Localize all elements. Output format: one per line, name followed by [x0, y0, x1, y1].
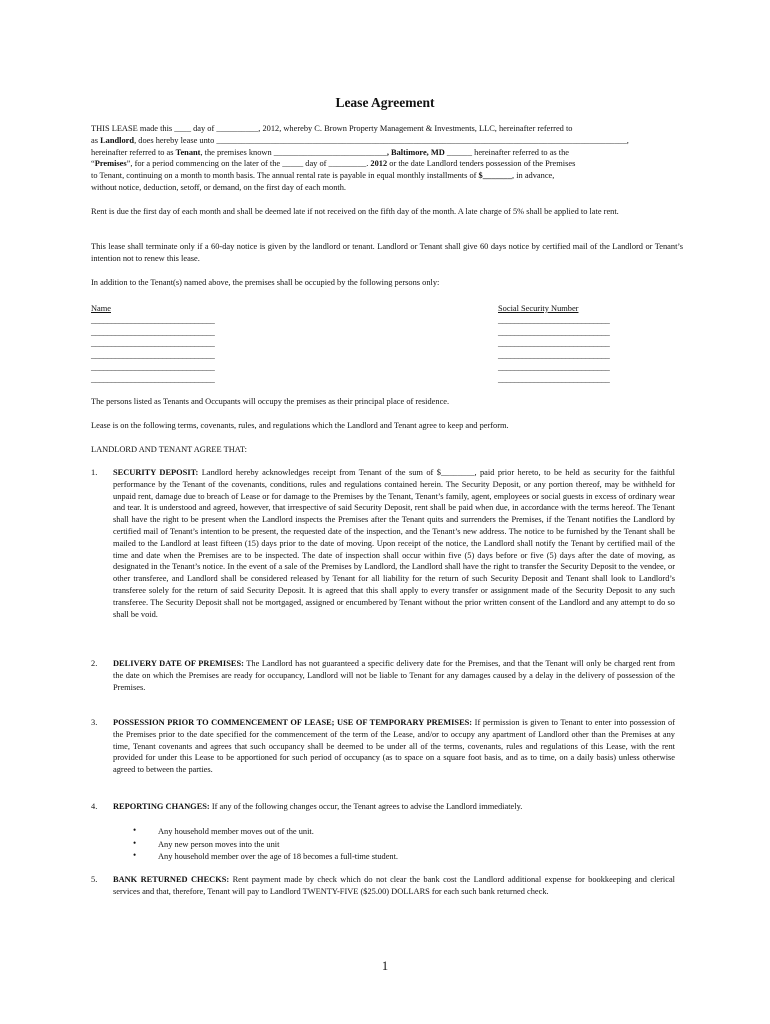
- name-column: [91, 303, 215, 386]
- rent-paragraph: Rent is due the first day of each month and shall be deemed late if not received on the fifth day of the month. A late charge of 5% shall be applied to late rent.: [91, 207, 619, 216]
- ssn-line[interactable]: ____________________________: [498, 315, 610, 325]
- intro-line-1: [91, 123, 683, 135]
- bullet-icon: •: [133, 850, 137, 861]
- section-heading: REPORTING CHANGES:: [113, 802, 210, 811]
- section-security-deposit: [113, 467, 675, 620]
- name-line[interactable]: _______________________________: [91, 315, 215, 325]
- residence-paragraph: The persons listed as Tenants and Occupants will occupy the premises as their principal place of residence.: [91, 397, 450, 406]
- ssn-line[interactable]: ____________________________: [498, 351, 610, 361]
- page-number: 1: [381, 959, 389, 973]
- section-number: 4.: [91, 802, 98, 811]
- occupants-intro: In addition to the Tenant(s) named above, the premises shall be occupied by the following persons only:: [91, 278, 440, 287]
- landlord-term: Landlord: [100, 135, 135, 145]
- terms-paragraph: Lease is on the following terms, covenants, rules, and regulations which the Landlord and Tenant agree to keep and perform.: [91, 421, 509, 430]
- intro-line-6-text: without notice, deduction, setoff, or demand, on the first day of each month.: [91, 182, 346, 192]
- intro-line-4: [91, 158, 683, 170]
- agree-heading: LANDLORD AND TENANT AGREE THAT:: [91, 445, 247, 454]
- bullet-text: Any new person moves into the unit: [158, 839, 280, 849]
- intro-line-6: [91, 182, 683, 194]
- intro-line-2-a: as: [91, 135, 101, 145]
- intro-line-3-a: hereinafter referred to as: [91, 147, 176, 157]
- ssn-line[interactable]: ____________________________: [498, 362, 610, 372]
- bullet-text: Any household member moves out of the unit.: [158, 827, 314, 836]
- name-line[interactable]: _______________________________: [91, 374, 215, 384]
- ssn-line[interactable]: ____________________________: [498, 327, 610, 337]
- section-delivery-date: [113, 658, 675, 693]
- intro-line-3: [91, 147, 683, 159]
- intro-line-5: [91, 170, 683, 182]
- bullet-icon: •: [133, 825, 137, 835]
- bullet-icon: •: [133, 837, 137, 848]
- intro-line-2: [91, 135, 683, 147]
- section-text: If permission is given to Tenant to enter into possession of the Premises prior to the date specified for the commencement of the term of the Lease, and/or to occupy any apartment of Landlord other than the Premises at any time, Tenant covenants and agrees that such occupancy shall be deemed to be under all of the terms, covenants, rules and regulations of this Lease, with the rent provided for under this Lease to be apportioned for such period of occupancy (as to space on a square foot basis, and as to time, on a daily basis) unless otherwise agreed to between the parties.: [113, 718, 675, 775]
- name-line[interactable]: _______________________________: [91, 351, 215, 361]
- section-heading: BANK RETURNED CHECKS:: [113, 875, 230, 884]
- name-header: Name: [91, 304, 111, 313]
- name-line[interactable]: _______________________________: [91, 339, 215, 349]
- section-number: 5.: [91, 875, 98, 884]
- intro-line-4-b: ”, for a period commencing on the later of the _____ day of _________.: [126, 159, 371, 169]
- section-text: If any of the following changes occur, the Tenant agrees to advise the Landlord immediately.: [209, 802, 523, 811]
- section-number: 2.: [91, 659, 98, 668]
- ssn-column: [498, 303, 610, 386]
- ssn-line[interactable]: ____________________________: [498, 374, 610, 384]
- tenant-term: Tenant: [175, 147, 201, 157]
- intro-line-3-c: ______ hereinafter referred to as the: [444, 147, 569, 157]
- name-line[interactable]: _______________________________: [91, 327, 215, 337]
- intro-line-4-c: or the date Landlord tenders possession of the Premises: [387, 159, 576, 169]
- ssn-line[interactable]: ____________________________: [498, 339, 610, 349]
- section-heading: DELIVERY DATE OF PREMISES:: [113, 659, 244, 668]
- section-text: Landlord hereby acknowledges receipt from Tenant of the sum of $________, paid prior hereto, to be held as security for the faithful performance by the Tenant of the covenants, conditions, rules and regulations contained herein. The Security Deposit, or any portion thereof, may be withheld for unpaid rent, damage due to breach of Lease or for damage to the Premises by the Tenant, Tenant’s family, agent, employees or social guests in excess of ordinary wear and tear. It is understood and agreed, however, that irrespective of said Security Deposit, rent shall be paid when due, in accordance with the terms hereof. The Tenant shall have the right to be present when the Landlord inspects the Premises after the Tenant quits and surrenders the Premises, if the Tenant notifies the Landlord by certified mail of Tenant’s intention to be present, the requested date of the inspection, and the Tenant’s new address. The notice to be furnished by the Tenant shall be mailed to the Landlord at least fifteen (15) days prior to the date of moving. Upon receipt of the notice, the Landlord shall notify the Tenant by certified mail of the time and date when the Premises are to be inspected. The date of inspection shall occur within five (5) days before or five (5) days after the date of moving, as designated in the Tenant’s notice. In the event of a sale of the Premises by Landlord, the Landlord shall have the right to transfer the Security Deposit to the vendee, or other transferee, and Landlord shall be considered released by Tenant for all liability for the return of such Security Deposit and Tenant shall look to Landlord’s transferee solely for the return of said Security Deposit. It is agreed that this shall apply to every transfer or assignment made of the Security Deposit to any such transferee. The Security Deposit shall not be mortgaged, assigned or encumbered by Tenant without the prior written consent of the Landlord and any attempt to do so shall be void.: [113, 468, 675, 619]
- ssn-header: Social Security Number: [498, 304, 579, 313]
- intro-line-2-b: , does hereby lease unto __________________________________________________________________________________________________,: [134, 135, 629, 145]
- intro-line-1-text: THIS LEASE made this ____ day of __________, 2012, whereby C. Brown Property Management & Investments, LLC, hereinafter referred to: [91, 124, 573, 133]
- intro-paragraph: [91, 123, 683, 194]
- section-heading: SECURITY DEPOSIT:: [113, 468, 199, 477]
- bullet-text: Any household member over the age of 18 becomes a full-time student.: [158, 852, 399, 862]
- intro-line-3-b: , the premises known ___________________________: [200, 147, 387, 157]
- intro-line-4-a: “: [91, 159, 95, 169]
- section-heading: POSSESSION PRIOR TO COMMENCEMENT OF LEASE; USE OF TEMPORARY PREMISES:: [113, 718, 473, 727]
- section-text: The Landlord has not guaranteed a specific delivery date for the Premises, and that the Tenant will only be charged rent from the date on which the Premises are ready for occupancy, Landlord will not be liable to Tenant for any damages caused by a delay in the delivery of possession of the Premises.: [113, 659, 675, 692]
- city-state: , Baltimore, MD: [386, 147, 445, 157]
- section-number: 1.: [91, 468, 98, 477]
- termination-paragraph: This lease shall terminate only if a 60-day notice is given by the landlord or tenant. Landlord or Tenant shall give 60 days notice by certified mail of the Landlord or Tenant’s intention not to renew this lease.: [91, 242, 683, 263]
- year-term: 2012: [370, 159, 388, 169]
- intro-line-5-b: , in advance,: [512, 171, 555, 181]
- intro-line-5-a: to Tenant, continuing on a month to month basis. The annual rental rate is payable in equal monthly installments of: [91, 171, 479, 181]
- section-reporting-changes: [113, 801, 675, 813]
- premises-term: Premises: [94, 159, 127, 169]
- section-possession-prior: [113, 717, 675, 776]
- section-bank-returned-checks: [113, 874, 675, 898]
- section-number: 3.: [91, 718, 98, 727]
- section-text: Rent payment made by check which do not clear the bank cost the Landlord additional expense for bookkeeping and clerical services and that, therefore, Tenant will pay to Landlord TWENTY-FIVE ($25.00) DOLLARS for each such bank returned check.: [113, 875, 675, 896]
- document-title: Lease Agreement: [335, 95, 435, 110]
- installment-amount: $_______: [478, 171, 513, 181]
- name-line[interactable]: _______________________________: [91, 362, 215, 372]
